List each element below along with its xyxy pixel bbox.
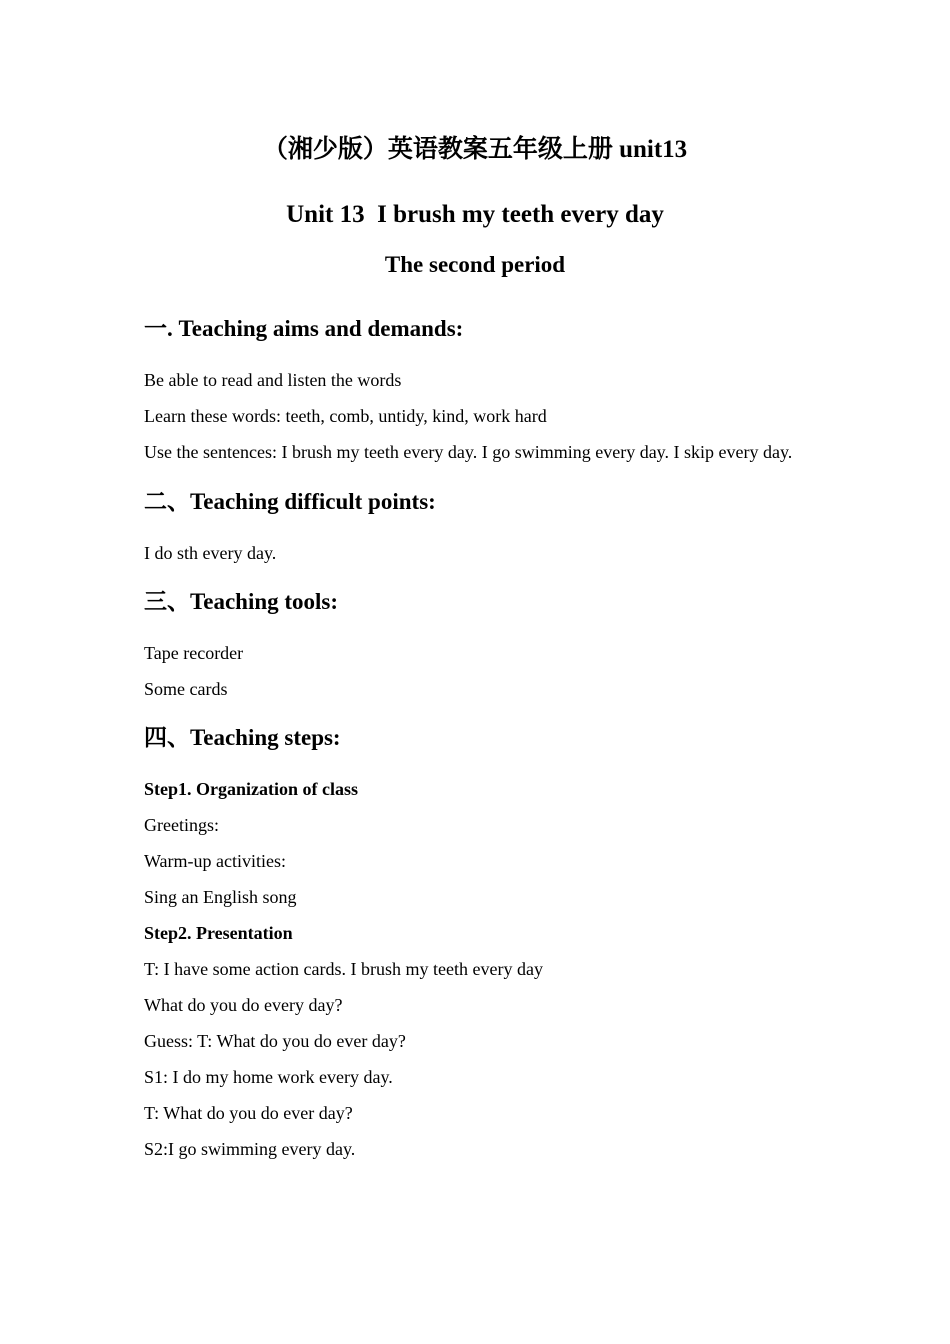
document-title-chinese: （湘少版）英语教案五年级上册 unit13 (262, 136, 688, 163)
section-lines (144, 635, 824, 707)
text-line: Use the sentences: I brush my teeth every day. I go swimming every day. I skip every day. (144, 442, 793, 462)
text-line: What do you do every day? (144, 995, 343, 1015)
section-heading: 四、Teaching steps: (144, 725, 341, 750)
section-heading: 三、Teaching tools: (144, 589, 339, 614)
text-line: T: What do you do ever day? (144, 1103, 353, 1123)
text-line: Greetings: (144, 815, 219, 835)
section-lines (144, 535, 824, 571)
period-subtitle: The second period (384, 252, 566, 277)
text-line: Some cards (144, 679, 228, 699)
section-lines (144, 771, 824, 1167)
section-teaching-aims (144, 312, 824, 471)
section-lines (144, 362, 824, 471)
section-difficult-points (144, 485, 824, 571)
text-line: Guess: T: What do you do ever day? (144, 1031, 406, 1051)
step-heading: Step1. Organization of class (144, 779, 358, 799)
text-line: Warm-up activities: (144, 851, 287, 871)
text-line: S2:I go swimming every day. (144, 1139, 356, 1159)
text-line: T: I have some action cards. I brush my teeth every day (144, 959, 543, 979)
text-line: Learn these words: teeth, comb, untidy, kind, work hard (144, 406, 547, 426)
text-line: I do sth every day. (144, 543, 277, 563)
section-heading: 二、Teaching difficult points: (144, 489, 436, 514)
text-line: Be able to read and listen the words (144, 370, 402, 390)
section-teaching-tools (144, 585, 824, 707)
text-line: S1: I do my home work every day. (144, 1067, 393, 1087)
text-line: Tape recorder (144, 643, 244, 663)
lesson-plan-body (144, 312, 824, 1181)
section-heading: 一. Teaching aims and demands: (144, 316, 464, 341)
text-line: Sing an English song (144, 887, 297, 907)
step-heading: Step2. Presentation (144, 923, 293, 943)
unit-title: Unit 13 I brush my teeth every day (286, 201, 664, 228)
section-teaching-steps (144, 721, 824, 1167)
